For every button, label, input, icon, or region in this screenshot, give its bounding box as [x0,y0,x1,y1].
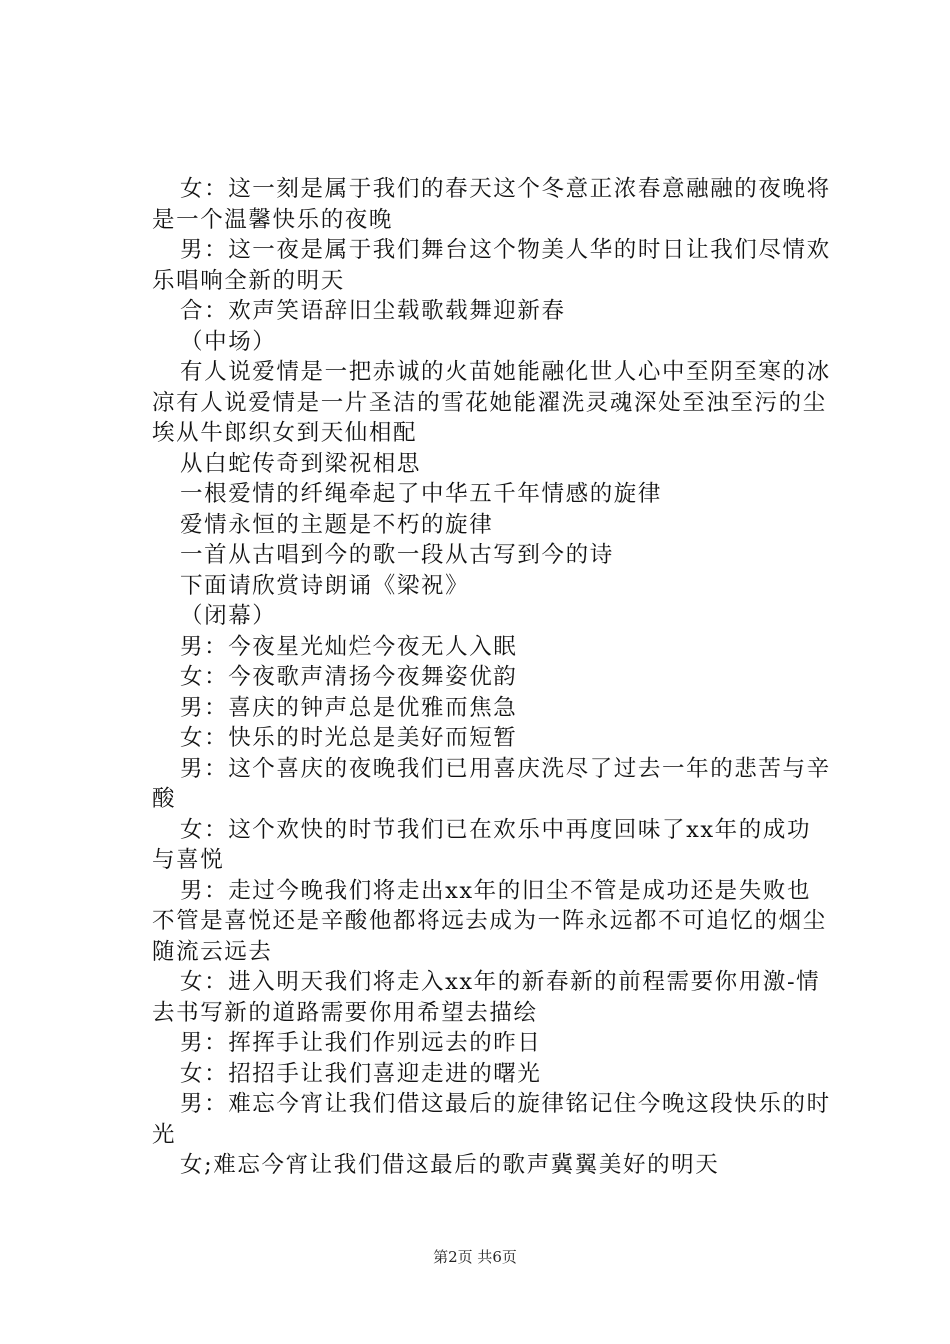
section-heading: （中场） [180,328,277,355]
paragraph: 爱情永恒的主题是不朽的旋律 [180,511,494,538]
document-body [152,174,832,1181]
section-heading: （闭幕） [180,603,277,629]
page-number-footer: 第2页 共6页 [433,1248,517,1266]
paragraph: 男：这个喜庆的夜晚我们已用喜庆洗尽了过去一年的悲苦与辛酸 [152,755,831,812]
paragraph: 男：喜庆的钟声总是优雅而焦急 [180,694,518,721]
paragraph: 男：挥挥手让我们作别远去的昨日 [180,1030,542,1056]
paragraph: 女：快乐的时光总是美好而短暂 [180,725,518,751]
paragraph: 从白蛇传奇到梁祝相思 [180,450,422,477]
paragraph: 一首从古唱到今的歌一段从古写到今的诗 [180,542,614,568]
paragraph: 女：这一刻是属于我们的春天这个冬意正浓春意融融的夜晚将是一个温馨快乐的夜晚 [152,176,831,233]
paragraph: 男：今夜星光灿烂今夜无人入眠 [180,633,518,660]
paragraph: 男：难忘今宵让我们借这最后的旋律铭记住今晚这段快乐的时光 [152,1091,831,1148]
paragraph: 下面请欣赏诗朗诵《梁祝》 [180,572,470,599]
paragraph: 女：今夜歌声清扬今夜舞姿优韵 [180,664,518,690]
paragraph: 女;难忘今宵让我们借这最后的歌声冀翼美好的明天 [180,1152,720,1178]
paragraph: 合：欢声笑语辞旧尘载歌载舞迎新春 [180,298,566,324]
paragraph: 女：招招手让我们喜迎走进的曙光 [180,1060,542,1087]
paragraph: 女：进入明天我们将走入xx年的新春新的前程需要你用激-情去书写新的道路需要你用希望去描绘 [152,969,821,1026]
paragraph: 男：走过今晚我们将走出xx年的旧尘不管是成功还是失败也不管是喜悦还是辛酸他都将远去成为一阵永远都不可追忆的烟尘随流云远去 [152,877,827,965]
paragraph: 男：这一夜是属于我们舞台这个物美人华的时日让我们尽情欢乐唱响全新的明天 [152,237,831,294]
paragraph: 有人说爱情是一把赤诚的火苗她能融化世人心中至阴至寒的冰凉有人说爱情是一片圣洁的雪花她能濯洗灵魂深处至浊至污的尘埃从牛郎织女到天仙相配 [152,359,831,446]
paragraph: 一根爱情的纤绳牵起了中华五千年情感的旋律 [180,481,663,507]
paragraph: 女：这个欢快的时节我们已在欢乐中再度回味了xx年的成功与喜悦 [152,816,812,873]
